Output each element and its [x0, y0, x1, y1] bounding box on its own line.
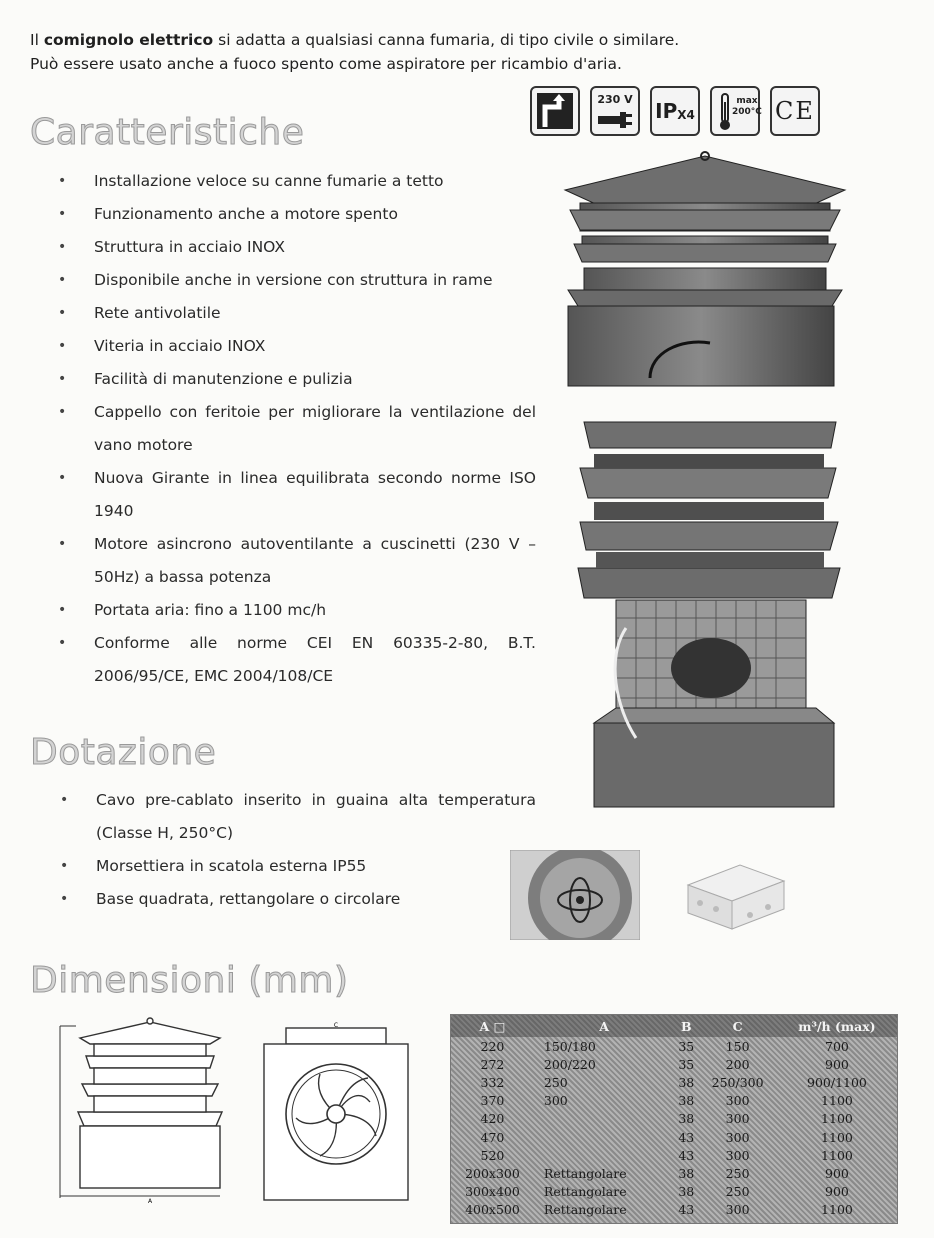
column-header: A □	[451, 1015, 534, 1037]
list-item: • Base quadrata, rettangolare o circolare	[60, 883, 536, 916]
features-title: Caratteristiche	[30, 112, 305, 153]
column-header: C	[698, 1015, 777, 1037]
voltage-plug-icon: 230 V	[590, 86, 640, 136]
table-row: 300x400 Rettangolare 38 250 900	[465, 1184, 849, 1200]
dimensions-table	[450, 1014, 898, 1224]
side-dimension-label: A	[147, 1198, 153, 1205]
thermometer-icon: max 200°C	[710, 86, 760, 136]
table-row: 370 300 38 300 1100	[480, 1093, 853, 1109]
intro-text	[30, 28, 910, 76]
list-item: • Disponibile anche in versione con struttura in rame	[58, 264, 536, 297]
chimney-flow-icon	[530, 86, 580, 136]
list-item: • Funzionamento anche a motore spento	[58, 198, 536, 231]
certification-icons	[530, 86, 820, 136]
column-header: A	[534, 1015, 674, 1037]
list-item: • Morsettiera in scatola esterna IP55	[60, 850, 536, 883]
table-row: 332 250 38 250/300 900/1100	[480, 1074, 867, 1090]
column-header: m³/h (max)	[777, 1015, 897, 1037]
front-dimension-label: C	[333, 1022, 339, 1029]
chimney-cap-photo	[560, 148, 850, 398]
table-header-row	[451, 1015, 897, 1037]
table-row: 470 43 300 1100	[480, 1129, 853, 1145]
list-item: • Cappello con feritoie per migliorare la ventilazione del vano motore	[58, 396, 536, 462]
list-item: • Facilità di manutenzione e pulizia	[58, 363, 536, 396]
list-item: • Portata aria: fino a 1100 mc/h	[58, 594, 536, 627]
list-item: • Cavo pre-cablato inserito in guaina alta temperatura (Classe H, 250°C)	[60, 784, 536, 850]
column-header: B	[674, 1015, 698, 1037]
list-item: • Viteria in acciaio INOX	[58, 330, 536, 363]
equipment-list	[60, 784, 536, 916]
table-row: 220 150/180 35 150 700	[480, 1038, 849, 1054]
table-row: 200x300 Rettangolare 38 250 900	[465, 1165, 849, 1181]
list-item: • Motore asincrono autoventilante a cuscinetti (230 V – 50Hz) a bassa potenza	[58, 528, 536, 594]
list-item: • Struttura in acciaio INOX	[58, 231, 536, 264]
ip-rating-icon: IP X4	[650, 86, 700, 136]
intro-line-1: Il comignolo elettrico si adatta a qualsiasi canna fumaria, di tipo civile o similare.	[30, 31, 680, 49]
cable-photo	[510, 850, 640, 940]
features-list	[58, 165, 536, 693]
table-row: 272 200/220 35 200 900	[480, 1056, 849, 1072]
intro-line-2: Può essere usato anche a fuoco spento come aspiratore per ricambio d'aria.	[30, 55, 622, 73]
ce-mark-icon: CE	[770, 86, 820, 136]
list-item: • Rete antivolatile	[58, 297, 536, 330]
list-item: • Installazione veloce su canne fumarie a tetto	[58, 165, 536, 198]
junction-box-photo	[680, 855, 790, 935]
list-item: • Nuova Girante in linea equilibrata secondo norme ISO 1940	[58, 462, 536, 528]
dimensions-title: Dimensioni (mm)	[30, 960, 349, 1001]
side-view-drawing	[50, 1016, 250, 1206]
front-view-drawing	[258, 1022, 418, 1206]
chimney-open-photo	[576, 418, 844, 810]
table-row: 520 43 300 1100	[480, 1147, 853, 1163]
table-row: 400x500 Rettangolare 43 300 1100	[465, 1202, 853, 1218]
list-item: • Conforme alle norme CEI EN 60335-2-80, B.T. 2006/95/CE, EMC 2004/108/CE	[58, 627, 536, 693]
product-name: comignolo elettrico	[43, 31, 214, 49]
table-row: 420 38 300 1100	[480, 1111, 853, 1127]
equipment-title: Dotazione	[30, 732, 217, 773]
